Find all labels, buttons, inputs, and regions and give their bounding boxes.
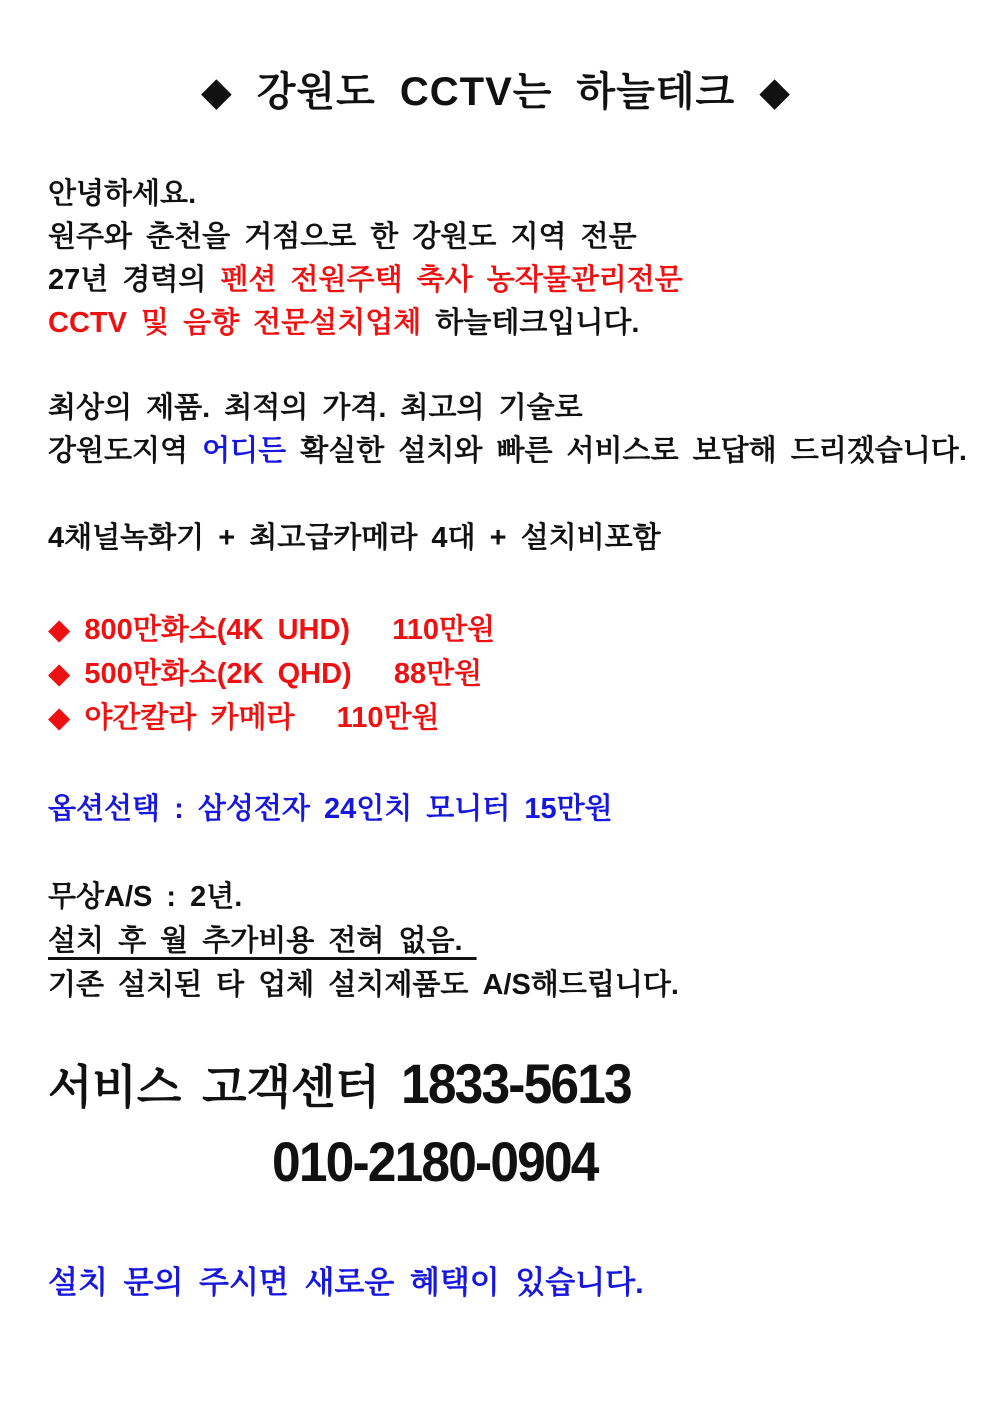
option-monitor: 옵션선택 : 삼성전자 24인치 모니터 15만원	[48, 793, 613, 825]
pitch-section	[48, 387, 968, 473]
contact-label: 서비스 고객센터	[48, 1061, 401, 1113]
intro-company	[48, 302, 968, 345]
flyer-content	[0, 173, 992, 1306]
pitch-service-anywhere: 어디든	[202, 435, 287, 467]
price-item-night-color: ◆ 야간칼라 카메라 110만원	[48, 702, 440, 734]
intro-experience	[48, 259, 968, 302]
intro-company-red: CCTV 및 음향 전문설치업체	[48, 307, 422, 339]
footer-benefit-message: 설치 문의 주시면 새로운 혜택이 있습니다.	[48, 1265, 644, 1300]
page-title: ◆ 강원도 CCTV는 하늘테크 ◆	[201, 70, 791, 114]
price-item-2k: ◆ 500만화소(2K QHD) 88만원	[48, 658, 483, 690]
package-description: 4채널녹화기 + 최고급카메라 4대 + 설치비포함	[48, 522, 661, 554]
warranty-no-monthly-fee	[48, 919, 968, 963]
contact-phone-primary: 1833-5613	[400, 1052, 631, 1115]
footer-section	[48, 1260, 968, 1306]
intro-company-black: 하늘테크입니다.	[421, 307, 640, 339]
warranty-free-as: 무상A/S : 2년.	[48, 881, 243, 913]
price-list	[48, 608, 968, 740]
intro-experience-red: 펜션 전원주택 축사 농작물관리전문	[220, 264, 683, 296]
contact-phone-mobile: 010-2180-0904	[272, 1130, 598, 1193]
contact-line-2	[48, 1122, 968, 1202]
package-section	[48, 517, 968, 560]
warranty-other-products: 기존 설치된 타 업체 설치제품도 A/S해드립니다.	[48, 969, 679, 1001]
pitch-service-before: 강원도지역	[48, 435, 203, 467]
contact-section	[48, 1049, 968, 1202]
contact-line-1	[48, 1049, 968, 1122]
pitch-service-after: 확실한 설치와 빠른 서비스로 보답해 드리겠습니다.	[286, 435, 967, 467]
pitch-service	[48, 430, 968, 473]
option-section	[48, 788, 968, 831]
intro-experience-black: 27년 경력의	[48, 264, 221, 296]
intro-greeting: 안녕하세요.	[48, 178, 197, 210]
intro-region: 원주와 춘천을 거점으로 한 강원도 지역 전문	[48, 221, 637, 253]
warranty-section	[48, 875, 968, 1007]
pitch-quality: 최상의 제품. 최적의 가격. 최고의 기술로	[48, 392, 583, 424]
intro-section	[48, 173, 968, 345]
warranty-no-monthly-fee-text: 설치 후 월 추가비용 전혀 없음.	[48, 925, 477, 957]
price-item-4k: ◆ 800만화소(4K UHD) 110만원	[48, 614, 496, 646]
